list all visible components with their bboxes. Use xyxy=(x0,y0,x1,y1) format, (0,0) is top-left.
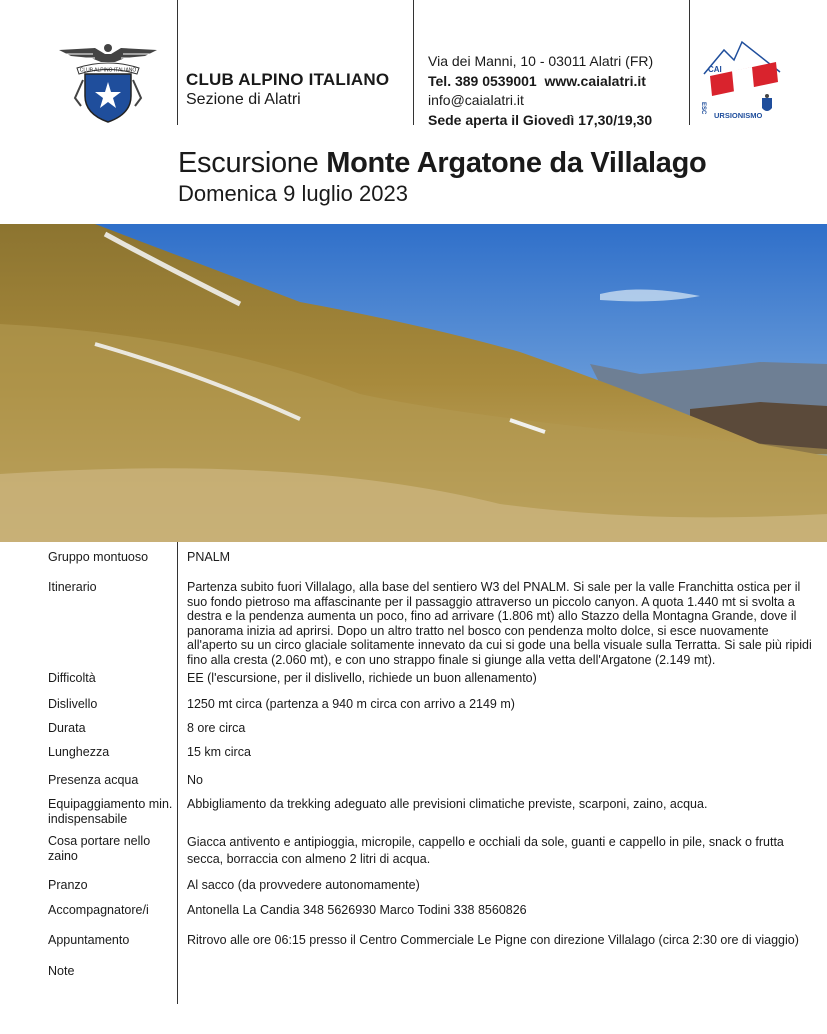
detail-value: Antonella La Candia 348 5626930 Marco Todini 338 8560826 xyxy=(187,903,527,917)
mountain-photo xyxy=(0,224,827,542)
detail-value: Partenza subito fuori Villalago, alla base del sentiero W3 del PNALM. Si sale per la valle Franchitta ostica per il suo fondo pietroso ma affascinante per il passaggio attraverso un piccolo canyon. A quota 1.440 mt si svolta a destra e la pendenza aumenta un poco, fino ad arrivare (1.806 mt) allo Stazzo della Montagna Grande, dove il panorama inizia ad aprirsi. Dopo un altro tratto nel bosco con pendenza molto dolce, si esce nuovamente all'aperto su un circo glaciale solitamente innevato da cui si gode una bella visuale sulla Terratta. Si sale più ripidi fino alla cresta (2.060 mt), e con uno strappo finale si giunge alla vetta dell'Argatone (2.149 mt). xyxy=(187,580,812,667)
detail-value: Giacca antivento e antipioggia, micropile, cappello e occhiali da sole, guanti e cappello in pile, snack o frutta secca, borraccia con almeno 2 litri di acqua. xyxy=(187,835,784,866)
title-bold: Monte Argatone da Villalago xyxy=(326,147,707,179)
detail-label: Appuntamento xyxy=(48,933,130,947)
detail-value: 1250 mt circa (partenza a 940 m circa con arrivo a 2149 m) xyxy=(187,697,515,711)
header-divider-2 xyxy=(413,0,414,125)
detail-label: Cosa portare nello zaino xyxy=(48,834,151,863)
detail-value: Ritrovo alle ore 06:15 presso il Centro Commerciale Le Pigne con direzione Villalago (circa 2:30 ore di viaggio) xyxy=(187,933,799,947)
detail-value: PNALM xyxy=(187,550,231,564)
detail-label: Pranzo xyxy=(48,878,88,892)
website-link[interactable]: www.caialatri.it xyxy=(544,72,646,89)
table-divider xyxy=(177,542,178,1004)
detail-label: Accompagnatore/i xyxy=(48,903,149,917)
logo-ribbon-text: CLUB ALPINO ITALIANO xyxy=(79,67,137,74)
detail-value: No xyxy=(187,773,203,787)
detail-value: EE (l'escursione, per il dislivello, richiede un buon allenamento) xyxy=(187,671,537,685)
contact-block xyxy=(428,52,653,130)
title-prefix: Escursione xyxy=(178,147,327,179)
detail-value: 15 km circa xyxy=(187,745,251,759)
esc-logo-ursionismo-text: URSIONISMO xyxy=(714,111,763,120)
club-title: CLUB ALPINO ITALIANO xyxy=(186,70,390,89)
detail-value: Abbigliamento da trekking adeguato alle previsioni climatiche previste, scarponi, zaino, acqua. xyxy=(187,797,708,811)
detail-label: Difficoltà xyxy=(48,671,96,685)
detail-label: Itinerario xyxy=(48,580,97,594)
detail-label: Note xyxy=(48,964,75,978)
esc-logo-cai-text: CAI xyxy=(708,65,722,74)
detail-label: Durata xyxy=(48,721,86,735)
header-divider-1 xyxy=(177,0,178,125)
detail-label: Lunghezza xyxy=(48,745,110,759)
cai-escursionismo-logo xyxy=(700,38,784,124)
detail-label: Equipaggiamento min. indispensabile xyxy=(48,797,173,826)
esc-logo-esc-text: ESC xyxy=(700,102,706,115)
phone: Tel. 389 0539001 xyxy=(428,72,537,89)
detail-value: 8 ore circa xyxy=(187,721,246,735)
email-link[interactable]: info@caialatri.it xyxy=(428,92,524,108)
page-title xyxy=(178,147,706,180)
address: Via dei Manni, 10 - 03011 Alatri (FR) xyxy=(428,53,654,69)
cai-eagle-logo xyxy=(55,40,161,124)
opening-hours: Sede aperta il Giovedì 17,30/19,30 xyxy=(428,111,653,128)
club-subtitle: Sezione di Alatri xyxy=(186,91,301,108)
detail-label: Gruppo montuoso xyxy=(48,550,149,564)
detail-value: Al sacco (da provvedere autonomamente) xyxy=(187,878,420,892)
header-divider-3 xyxy=(689,0,690,125)
detail-label: Presenza acqua xyxy=(48,773,139,787)
detail-label: Dislivello xyxy=(48,697,98,711)
event-date: Domenica 9 luglio 2023 xyxy=(178,181,408,206)
phone-website xyxy=(428,72,653,92)
